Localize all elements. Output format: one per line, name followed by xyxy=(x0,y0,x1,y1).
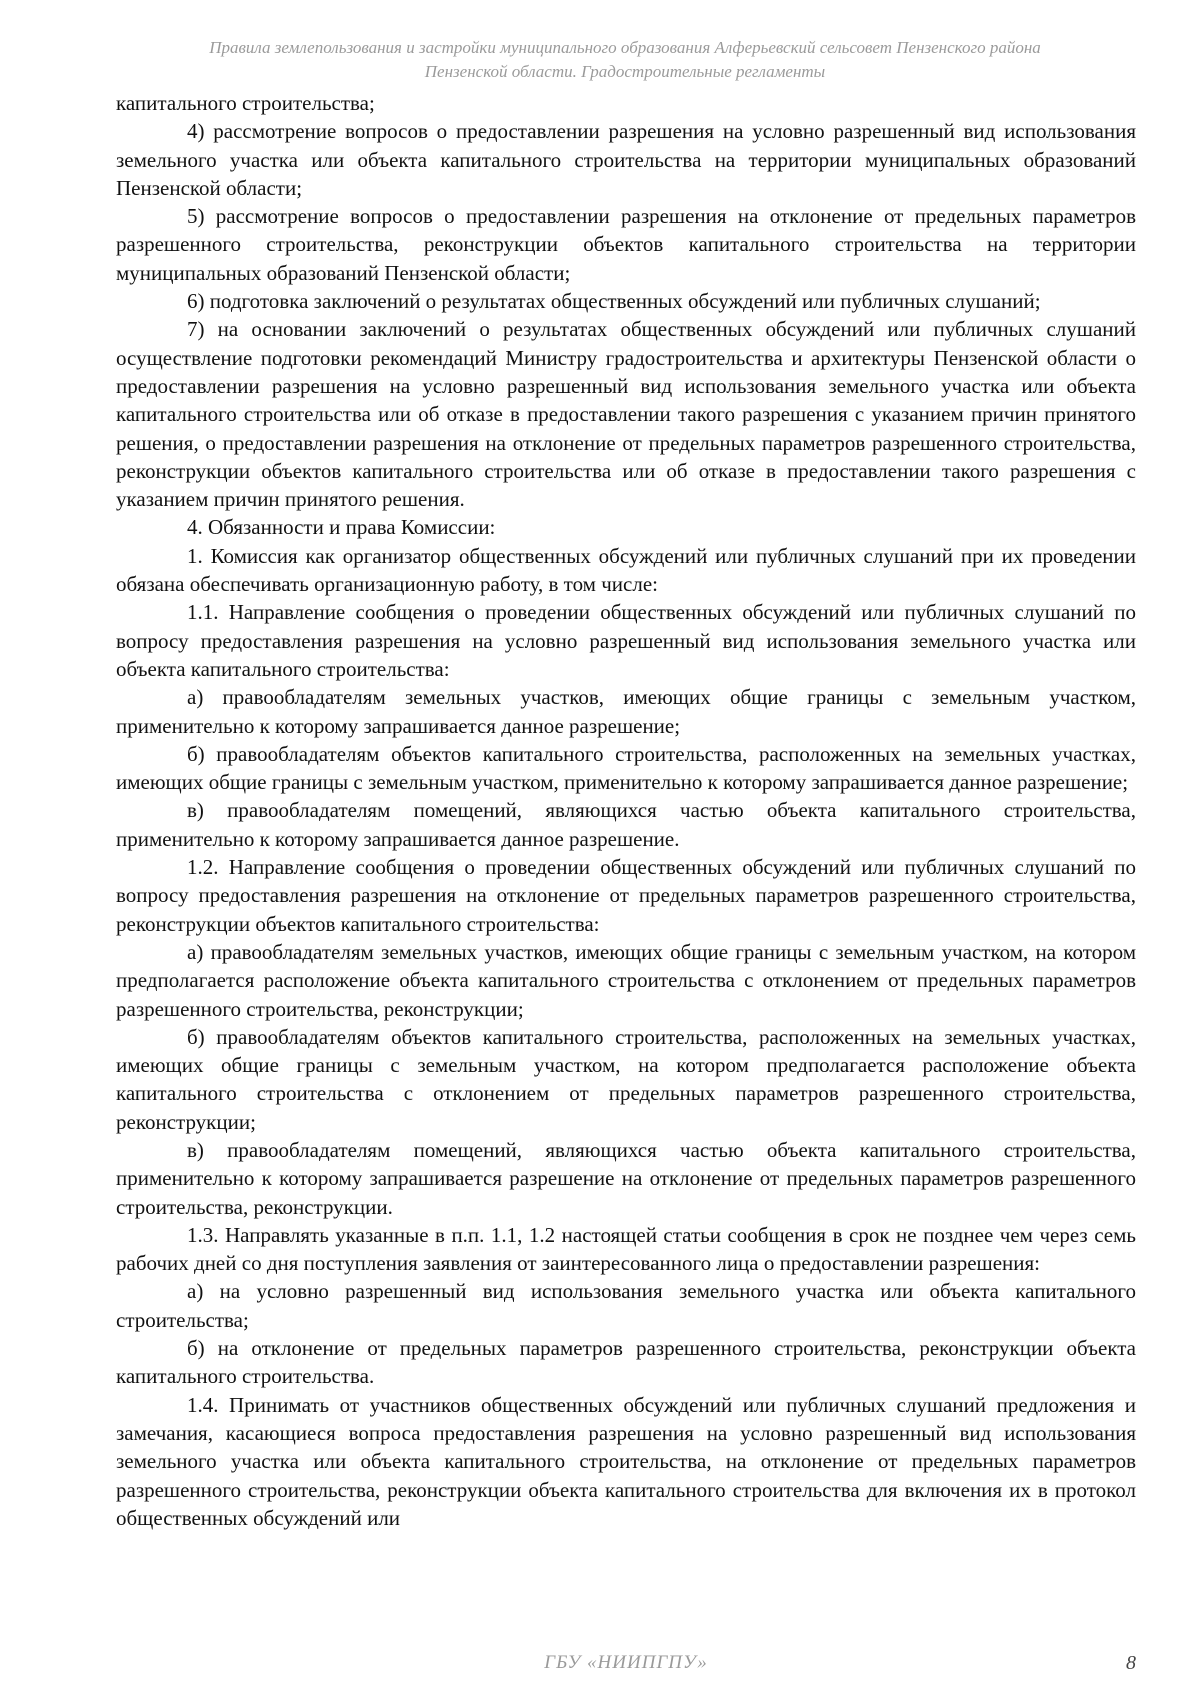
running-header xyxy=(120,36,1130,84)
header-line-2: Пензенской области. Градостроительные регламенты xyxy=(424,62,826,81)
paragraph: 1.4. Принимать от участников общественных обсуждений или публичных слушаний предложения и замечания, касающиеся вопроса предоставления разрешения на условно разрешенный вид использования земельного участка или объекта капитального строительства, на отклонение от предельных параметров разрешенного строительства, реконструкции объекта капитального строительства для включения их в протокол общественных обсуждений или xyxy=(116,1392,1136,1530)
paragraph: 4) рассмотрение вопросов о предоставлении разрешения на условно разрешенный вид использования земельного участка или объекта капитального строительства на территории муниципальных образований Пензенской области; xyxy=(116,119,1136,200)
paragraph: в) правообладателям помещений, являющихся частью объекта капитального строительства, применительно к которому запрашивается данное разрешение. xyxy=(116,798,1136,851)
page-number: 8 xyxy=(1126,1652,1136,1674)
paragraph: а) на условно разрешенный вид использования земельного участка или объекта капитального строительства; xyxy=(116,1279,1136,1332)
paragraph: 6) подготовка заключений о результатах общественных обсуждений или публичных слушаний; xyxy=(187,289,1041,314)
paragraph: 1.3. Направлять указанные в п.п. 1.1, 1.2 настоящей статьи сообщения в срок не позднее чем через семь рабочих дней со дня поступления заявления от заинтересованного лица о предоставлении разрешения: xyxy=(116,1222,1136,1276)
paragraph: а) правообладателям земельных участков, имеющих общие границы с земельным участком, применительно к которому запрашивается данное разрешение; xyxy=(116,685,1136,738)
page-footer xyxy=(116,1652,1136,1682)
footer-organization: ГБУ «НИИПГПУ» xyxy=(544,1652,708,1673)
paragraph: 1.1. Направление сообщения о проведении общественных обсуждений или публичных слушаний по вопросу предоставления разрешения на условно разрешенный вид использования земельного участка или объекта капитального строительства: xyxy=(116,600,1136,681)
paragraph: б) правообладателям объектов капитального строительства, расположенных на земельных участках, имеющих общие границы с земельным участком, применительно к которому запрашивается данное разрешение; xyxy=(116,741,1136,795)
paragraph: в) правообладателям помещений, являющихся частью объекта капитального строительства, применительно к которому запрашивается разрешение на отклонение от предельных параметров разрешенного строительства, реконструкции. xyxy=(116,1137,1136,1219)
header-line-1: Правила землепользования и застройки муниципального образования Алферьевский сельсовет Пензенского района xyxy=(209,38,1041,57)
paragraph: 1. Комиссия как организатор общественных обсуждений или публичных слушаний при их проведении обязана обеспечивать организационную работу, в том числе: xyxy=(116,543,1136,597)
paragraph: б) правообладателям объектов капитального строительства, расположенных на земельных участках, имеющих общие границы с земельным участком, на котором предполагается расположение объекта капитального строительства с отклонением от предельных параметров разрешенного строительства, реконструкции; xyxy=(116,1024,1136,1134)
paragraph: капитального строительства; xyxy=(116,91,375,115)
paragraph: б) на отклонение от предельных параметров разрешенного строительства, реконструкции объекта капитального строительства. xyxy=(116,1336,1136,1389)
paragraph: 4. Обязанности и права Комиссии: xyxy=(187,515,496,540)
paragraph: 5) рассмотрение вопросов о предоставлении разрешения на отклонение от предельных параметров разрешенного строительства, реконструкции объектов капитального строительства на территории муниципальных образований Пензенской области; xyxy=(116,204,1136,285)
paragraph: 7) на основании заключений о результатах общественных обсуждений или публичных слушаний осуществление подготовки рекомендаций Министру градостроительства и архитектуры Пензенской области о предоставлении разрешения на условно разрешенный вид использования земельного участка или объекта капитального строительства или об отказе в предоставлении такого разрешения с указанием причин принятого решения, о предоставлении разрешения на отклонение от предельных параметров разрешенного строительства, реконструкции объектов капитального строительства или об отказе в предоставлении такого разрешения с указанием причин принятого решения. xyxy=(116,317,1136,512)
document-body xyxy=(116,89,1136,1532)
paragraph: а) правообладателям земельных участков, имеющих общие границы с земельным участком, на котором предполагается расположение объекта капитального строительства с отклонением от предельных параметров разрешенного строительства, реконструкции; xyxy=(116,939,1136,1021)
paragraph: 1.2. Направление сообщения о проведении общественных обсуждений или публичных слушаний по вопросу предоставления разрешения на отклонение от предельных параметров разрешенного строительства, реконструкции объектов капитального строительства: xyxy=(116,855,1136,936)
